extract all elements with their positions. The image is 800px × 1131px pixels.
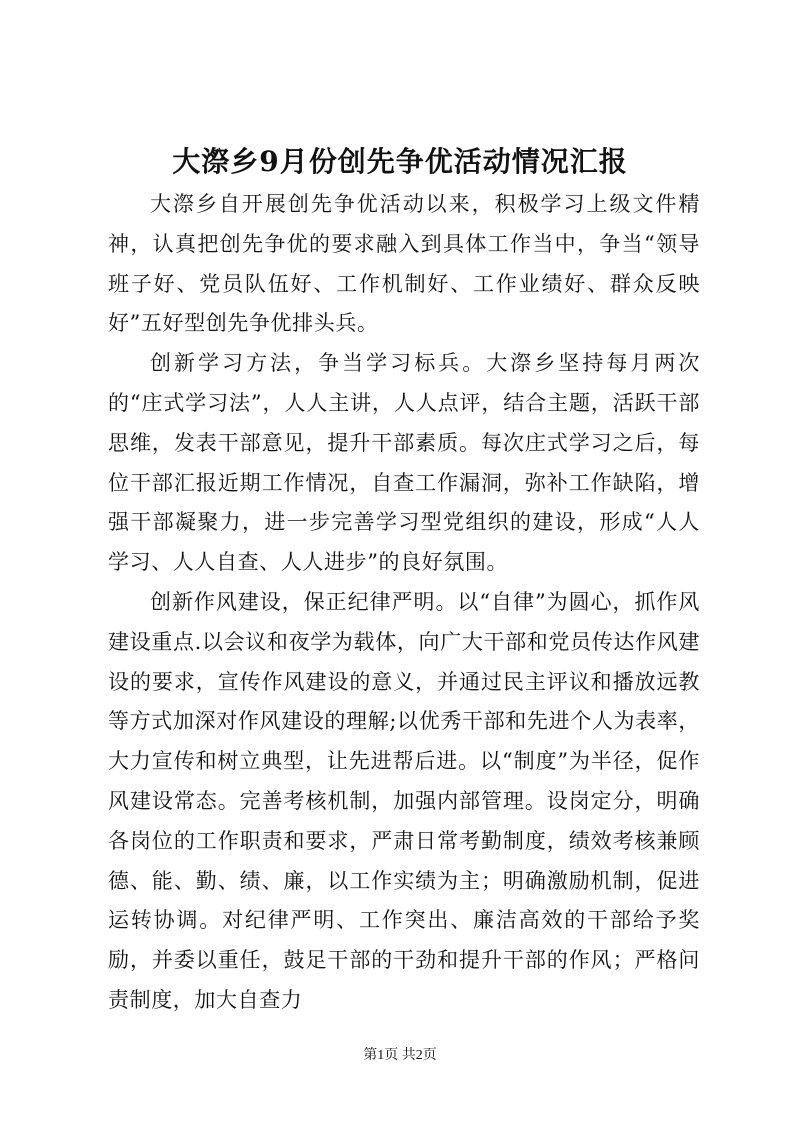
paragraph-work-style: 创新作风建设，保正纪律严明。以“自律”为圆心，抓作风建设重点.以会议和夜学为载体，向广大干部和党员传达作风建设的要求，宣传作风建设的意义，并通过民主评议和播放远教等方式加深对作风建设的理解;以优秀干部和先进个人为表率，大力宣传和树立典型，让先进帮后进。以“制度”为半径，促作风建设常态。完善考核机制，加强内部管理。设岗定分，明确各岗位的工作职责和要求，严肃日常考勤制度，绩效考核兼顾德、能、勤、绩、廉，以工作实绩为主；明确激励机制，促进运转协调。对纪律严明、工作突出、廉洁高效的干部给予奖励，并委以重任，鼓足干部的干劲和提升干部的作风；严格问责制度，加大自查力 [108, 589, 700, 1012]
paragraph-intro: 大漈乡自开展创先争优活动以来，积极学习上级文件精神，认真把创先争优的要求融入到具体工作当中，争当“领导班子好、党员队伍好、工作机制好、工作业绩好、群众反映好”五好型创先争优排头兵。 [108, 192, 700, 336]
document-title: 大漈乡9月份创先争优活动情况汇报 [172, 145, 628, 178]
page-footer: 第1页 共2页 [363, 1048, 437, 1063]
document-body [108, 185, 700, 1021]
paragraph-study-method: 创新学习方法，争当学习标兵。大漈乡坚持每月两次的“庄式学习法”，人人主讲，人人点评，结合主题，活跃干部思维，发表干部意见，提升干部素质。每次庄式学习之后，每位干部汇报近期工作情况，自查工作漏洞，弥补工作缺陷，增强干部凝聚力，进一步完善学习型党组织的建设，形成“人人学习、人人自查、人人进步”的良好氛围。 [108, 351, 700, 575]
